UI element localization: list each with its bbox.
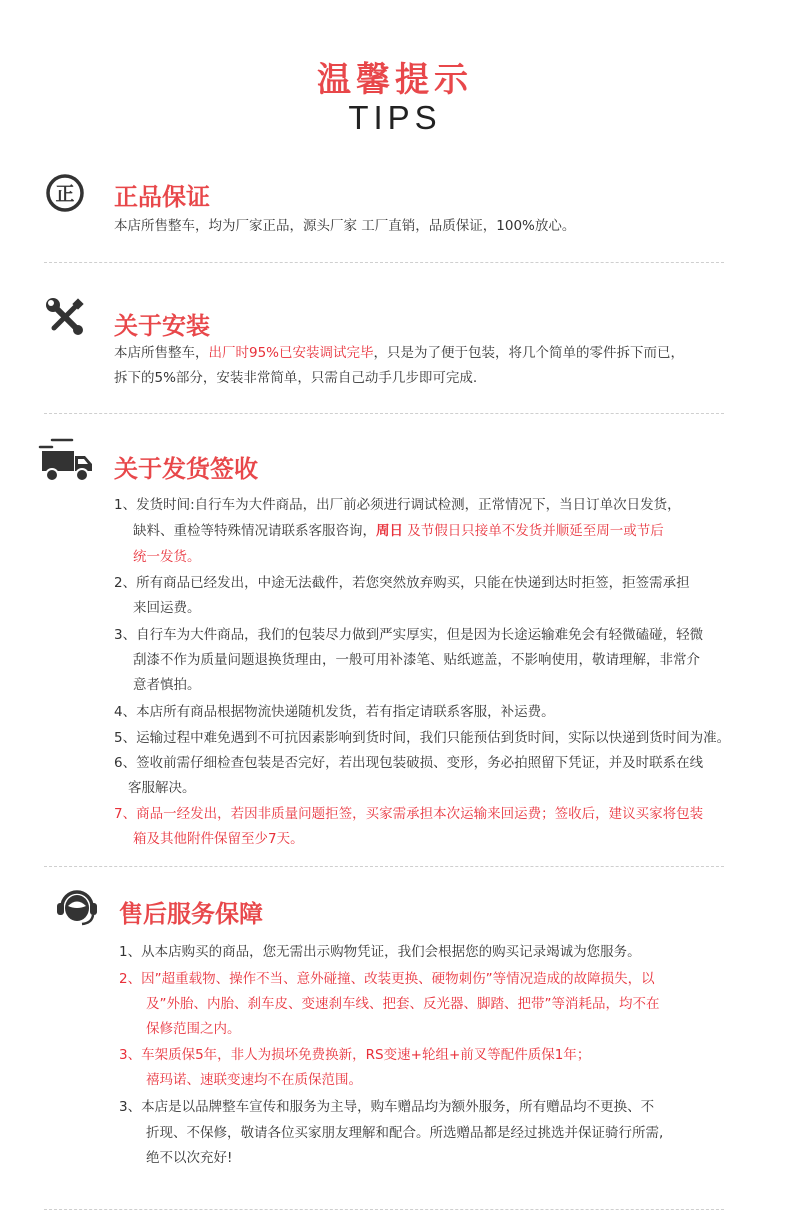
shipping-item-4-line-1: 4、本店所有商品根据物流快递随机发货，若有指定请联系客服，补运费。 — [114, 704, 555, 720]
page-subtitle: TIPS — [348, 99, 442, 136]
shipping-item-5-line-1: 5、运输过程中难免遇到不可抗因素影响到货时间，我们只能预估到货时间，实际以快递到货时间为准。 — [114, 730, 731, 746]
shipping-item-6-line-1: 6、签收前需仔细检查包装是否完好，若出现包装破损、变形，务必拍照留下凭证，并及时联系在线 — [114, 755, 704, 771]
aftersales-item-2-line-1: 2、因”超重载物、操作不当、意外碰撞、改装更换、硬物刺伤”等情况造成的故障损失，以 — [119, 971, 655, 987]
headset-support-icon — [54, 885, 100, 929]
aftersales-item-3-line-2: 禧玛诺、速联变速均不在质保范围。 — [146, 1072, 362, 1088]
shipping-item-2-line-2: 来回运费。 — [133, 600, 201, 616]
divider — [44, 262, 724, 263]
shipping-item-1-line-3: 统一发货。 — [133, 549, 201, 565]
aftersales-item-2-line-2: 及”外胎、内胎、刹车皮、变速刹车线、把套、反光器、脚踏、把带”等消耗品，均不在 — [146, 996, 660, 1012]
shipping-item-7-line-1: 7、商品一经发出，若因非质量问题拒签，买家需承担本次运输来回运费；签收后，建议买家将包装 — [114, 806, 704, 822]
divider — [44, 1209, 724, 1210]
aftersales-item-4-line-2: 折现、不保修，敬请各位买家朋友理解和配合。所选赠品都是经过挑选并保证骑行所需, — [146, 1125, 664, 1141]
aftersales-item-1-line-1: 1、从本店购买的商品，您无需出示购物凭证，我们会根据您的购买记录竭诚为您服务。 — [119, 944, 641, 960]
section-title-aftersales: 售后服务保障 — [119, 900, 263, 928]
shipping-item-3-line-2: 刮漆不作为质量问题退换货理由，一般可用补漆笔、贴纸遮盖，不影响使用，敬请理解，非常介 — [133, 652, 700, 668]
genuine-seal-icon — [46, 174, 84, 212]
wrench-screwdriver-icon — [44, 296, 86, 338]
divider — [44, 866, 724, 867]
section-title-install: 关于安装 — [114, 312, 210, 340]
install-line-1: 本店所售整车，出厂时95%已安装调试完毕，只是为了便于包装，将几个简单的零件拆下而已， — [114, 345, 685, 361]
shipping-item-6-line-2: 客服解决。 — [128, 780, 196, 796]
delivery-truck-icon — [38, 437, 94, 485]
aftersales-item-3-line-1: 3、车架质保5年，非人为损坏免费换新，RS变速+轮组+前叉等配件质保1年； — [119, 1047, 591, 1063]
shipping-item-3-line-1: 3、自行车为大件商品，我们的包装尽力做到严实厚实，但是因为长途运输难免会有轻微磕碰，轻微 — [114, 627, 704, 643]
shipping-item-7-line-2: 箱及其他附件保留至少7天。 — [133, 831, 304, 847]
shipping-item-1-line-1: 1、发货时间:自行车为大件商品，出厂前必须进行调试检测，正常情况下，当日订单次日发货， — [114, 497, 681, 513]
svg-text:正: 正 — [55, 183, 75, 205]
divider — [44, 413, 724, 414]
shipping-item-2-line-1: 2、所有商品已经发出，中途无法截件，若您突然放弃购买，只能在快递到达时拒签，拒签需承担 — [114, 575, 690, 591]
section-title-shipping: 关于发货签收 — [114, 455, 258, 483]
genuine-text: 本店所售整车，均为厂家正品，源头厂家 工厂直销，品质保证，100%放心。 — [114, 218, 576, 234]
aftersales-item-2-line-3: 保修范围之内。 — [146, 1021, 241, 1037]
page-title: 温馨提示 — [317, 60, 473, 100]
shipping-item-1-line-2: 缺料、重检等特殊情况请联系客服咨询，周日 及节假日只接单不发货并顺延至周一或节后 — [133, 523, 664, 539]
shipping-item-3-line-3: 意者慎拍。 — [133, 677, 201, 693]
section-title-genuine: 正品保证 — [114, 183, 210, 211]
install-line-2: 拆下的5%部分，安装非常简单，只需自己动手几步即可完成. — [114, 370, 478, 386]
aftersales-item-4-line-1: 3、本店是以品牌整车宣传和服务为主导，购车赠品均为额外服务，所有赠品均不更换、不 — [119, 1099, 655, 1115]
aftersales-item-4-line-3: 绝不以次充好! — [146, 1150, 233, 1166]
